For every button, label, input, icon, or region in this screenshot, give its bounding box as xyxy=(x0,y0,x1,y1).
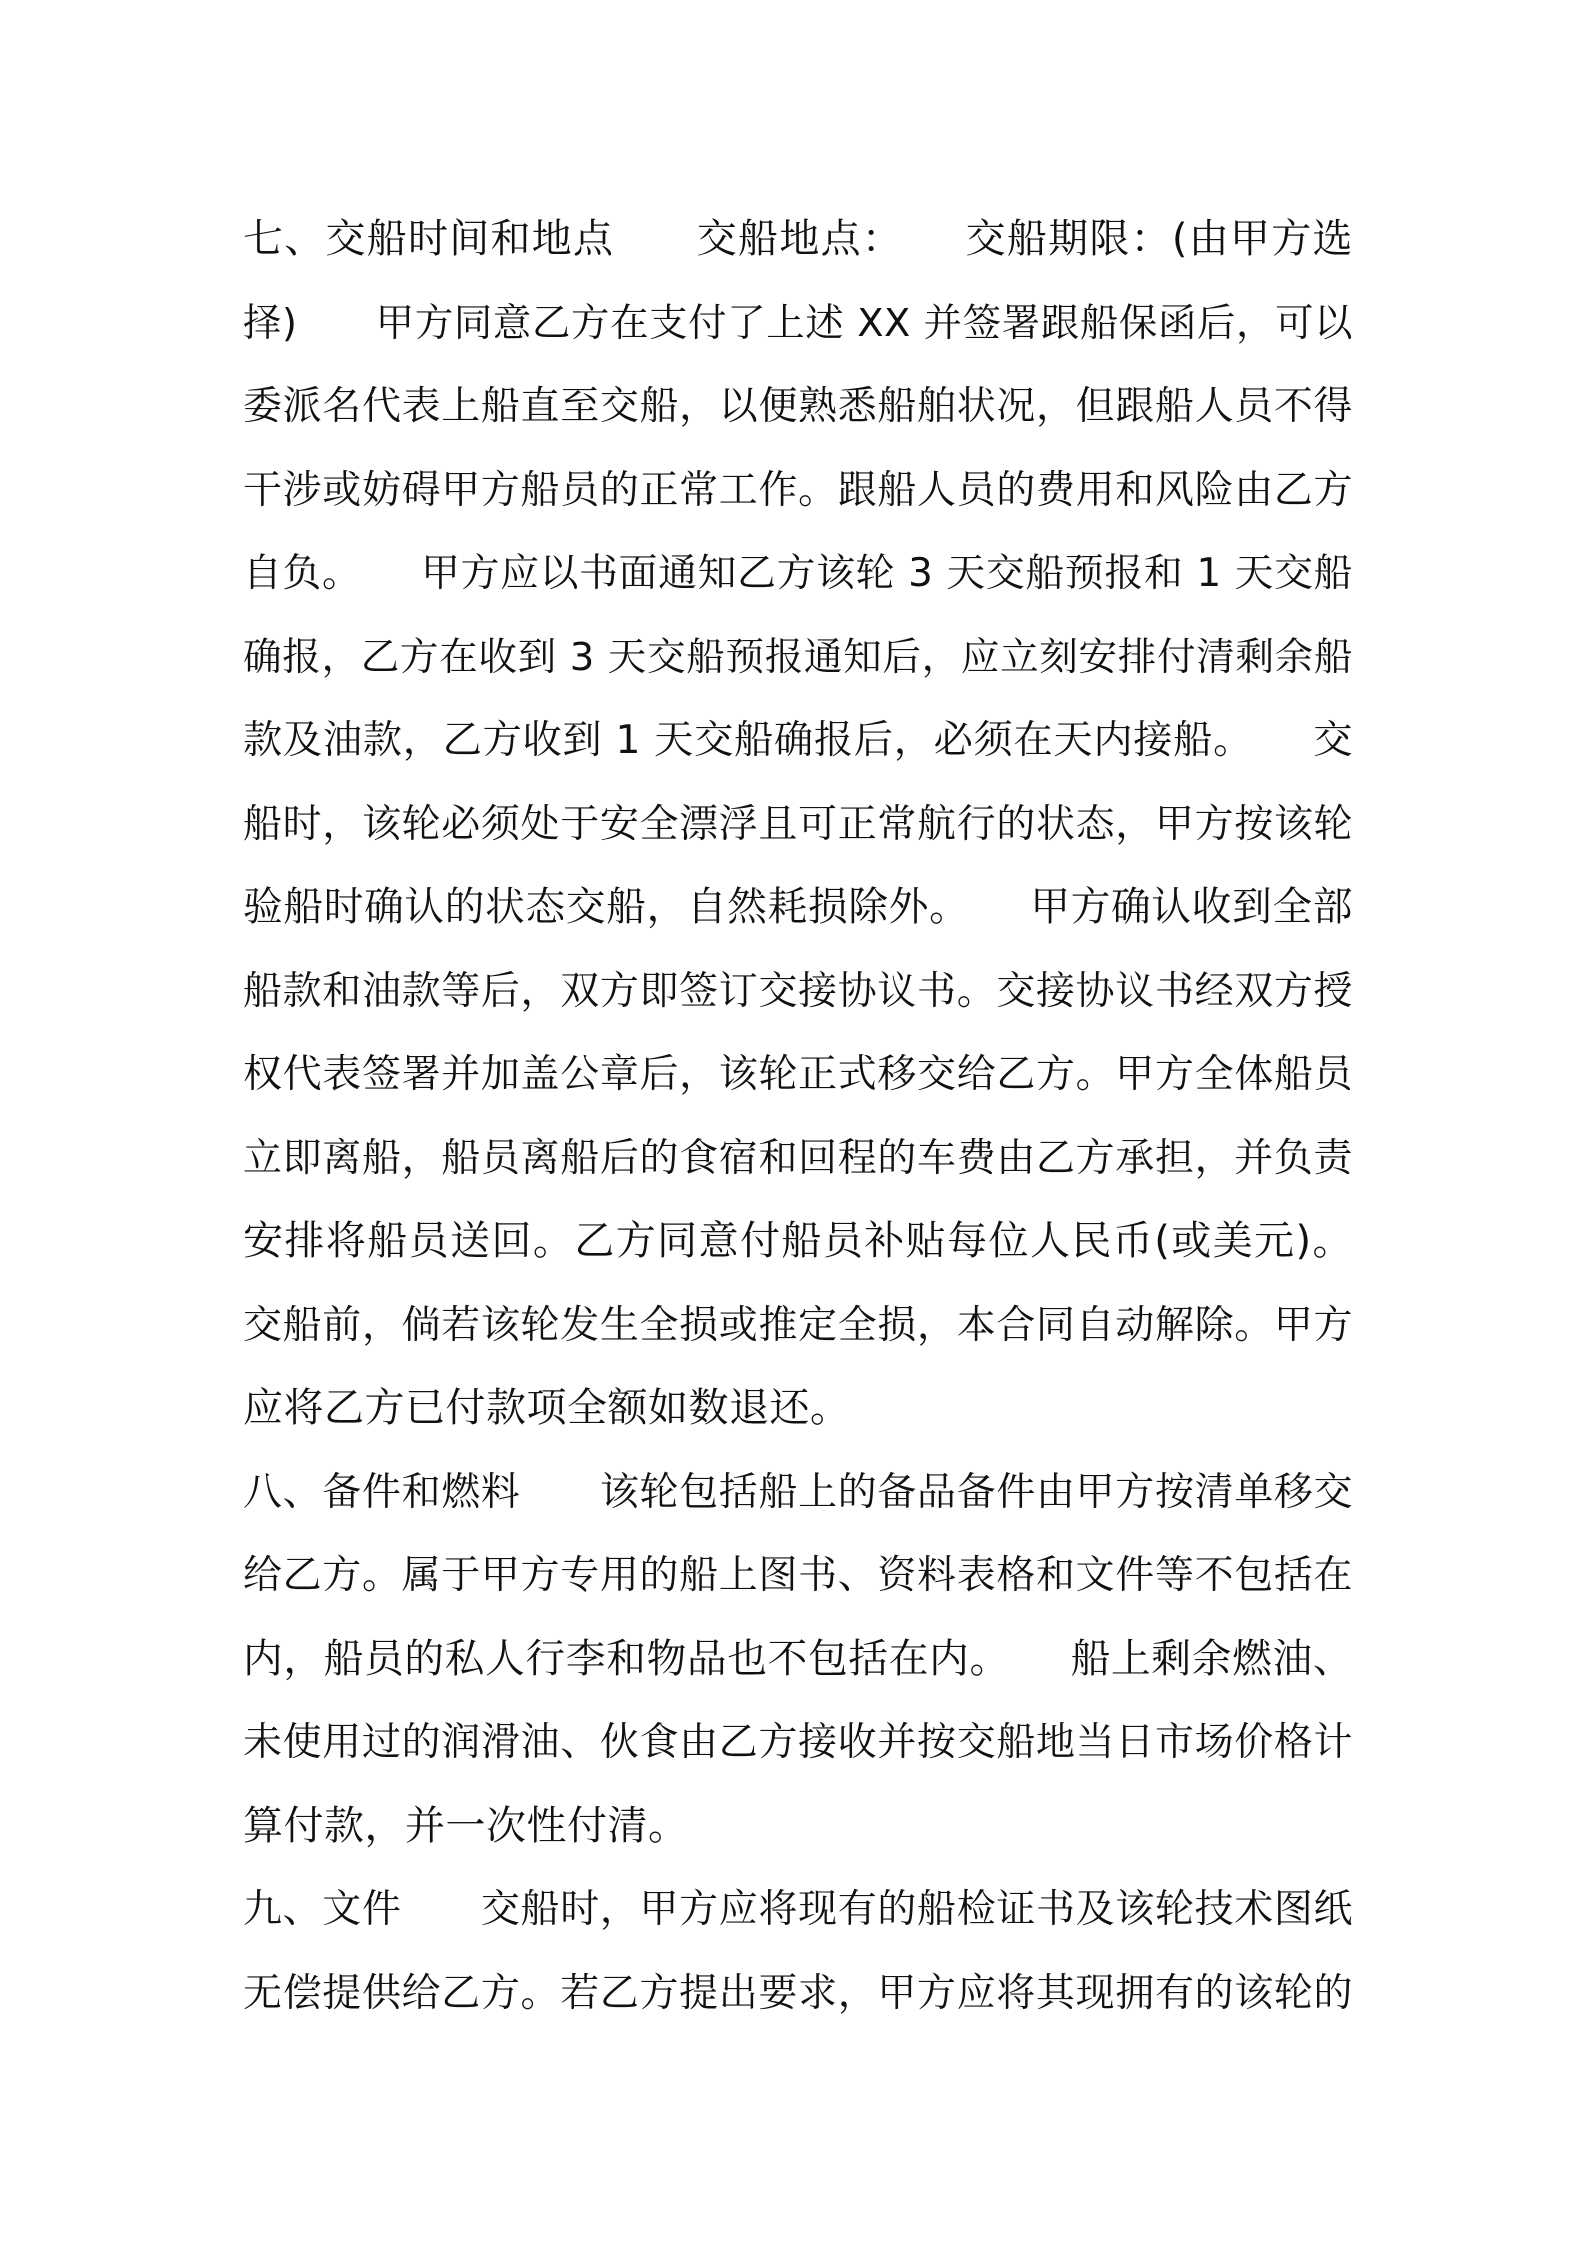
text-line-9: 验船时确认的状态交船，自然耗损除外。 甲方确认收到全部 xyxy=(243,884,1353,930)
text-line-16: 八、备件和燃料 该轮包括船上的备品备件由甲方按清单移交 xyxy=(243,1469,1353,1515)
text-line-10: 船款和油款等后，双方即签订交接协议书。交接协议书经双方授 xyxy=(243,968,1353,1014)
text-line-6: 确报，乙方在收到 3 天交船预报通知后，应立刻安排付清剩余船 xyxy=(243,634,1353,680)
text-line-3: 委派名代表上船直至交船，以便熟悉船舶状况，但跟船人员不得 xyxy=(243,384,1353,429)
text-line-8: 船时，该轮必须处于安全漂浮且可正常航行的状态，甲方按该轮 xyxy=(243,801,1353,847)
text-line-14: 交船前，倘若该轮发生全损或推定全损，本合同自动解除。甲方 xyxy=(243,1302,1353,1348)
text-line-21: 九、文件 交船时，甲方应将现有的船检证书及该轮技术图纸 xyxy=(243,1887,1353,1932)
text-line-18: 内，船员的私人行李和物品也不包括在内。 船上剩余燃油、 xyxy=(243,1635,1353,1682)
text-line-15: 应将乙方已付款项全额如数退还。 xyxy=(243,1385,851,1431)
text-line-11: 权代表签署并加盖公章后，该轮正式移交给乙方。甲方全体船员 xyxy=(243,1052,1353,1097)
text-line-1: 七、交船时间和地点 交船地点： 交船期限：(由甲方选 xyxy=(243,216,1353,262)
text-line-20: 算付款，并一次性付清。 xyxy=(243,1802,689,1849)
text-line-2: 择) 甲方同意乙方在支付了上述 XX 并签署跟船保函后，可以 xyxy=(243,300,1353,346)
text-line-19: 未使用过的润滑油、伙食由乙方接收并按交船地当日市场价格计 xyxy=(243,1720,1353,1765)
text-line-17: 给乙方。属于甲方专用的船上图书、资料表格和文件等不包括在 xyxy=(243,1553,1353,1598)
text-line-5: 自负。 甲方应以书面通知乙方该轮 3 天交船预报和 1 天交船 xyxy=(243,551,1353,596)
text-line-22: 无偿提供给乙方。若乙方提出要求，甲方应将其现拥有的该轮的 xyxy=(243,1970,1353,2016)
text-line-4: 干涉或妨碍甲方船员的正常工作。跟船人员的费用和风险由乙方 xyxy=(243,467,1353,513)
text-line-12: 立即离船，船员离船后的食宿和回程的车费由乙方承担，并负责 xyxy=(243,1135,1353,1181)
text-line-7: 款及油款，乙方收到 1 天交船确报后，必须在天内接船。 交 xyxy=(243,718,1353,763)
text-line-13: 安排将船员送回。乙方同意付船员补贴每位人民币(或美元)。 xyxy=(243,1218,1353,1264)
contract-text xyxy=(243,198,1353,2035)
